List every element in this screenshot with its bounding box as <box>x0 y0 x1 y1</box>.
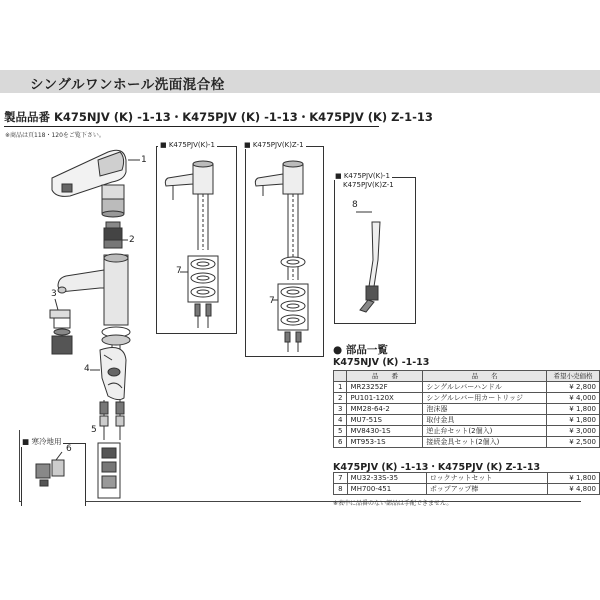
part-price-cell: ¥ 3,000 <box>546 426 599 437</box>
popup-rod-part <box>356 212 380 312</box>
mounting-bracket-part <box>100 348 126 400</box>
table-row <box>334 393 600 404</box>
part-code-cell: MU32-33S-35 <box>347 473 426 484</box>
table-row <box>334 473 600 484</box>
callout-8: 8 <box>352 200 358 210</box>
aerator-part <box>50 310 72 354</box>
col-header-code: 品 番 <box>347 371 423 382</box>
part-name-cell: 取付金具 <box>423 415 547 426</box>
part-number-cell: 3 <box>334 404 347 415</box>
part-price-cell: ¥ 2,500 <box>546 437 599 448</box>
part-name-cell: ロックナットセット <box>426 473 547 484</box>
table-row <box>334 426 600 437</box>
box-a-locknut-set <box>180 256 218 328</box>
callout-3: 3 <box>51 289 57 299</box>
col-header-price: 希望小売価格 <box>546 371 599 382</box>
table-row <box>334 404 600 415</box>
part-name-cell: ポップアップ棒 <box>426 484 547 495</box>
part-name-cell: 泡沫器 <box>423 404 547 415</box>
part-code-cell: MR23252F <box>347 382 423 393</box>
part-number-cell: 2 <box>334 393 347 404</box>
product-note: ※商品は頁118・120をご覧下さい。 <box>5 132 105 139</box>
part-price-cell: ¥ 4,000 <box>546 393 599 404</box>
callout-7b: 7 <box>269 296 275 306</box>
part-number-cell: 1 <box>334 382 347 393</box>
callout-1: 1 <box>141 155 147 165</box>
table-row <box>334 437 600 448</box>
part-price-cell: ¥ 1,800 <box>546 404 599 415</box>
part-code-cell: PU101-120X <box>347 393 423 404</box>
product-title: 製品品番 K475NJV (K) -1-13・K475PJV (K) -1-13・K475PJV (K) Z-1-13 <box>4 110 433 124</box>
box-b-label: ■ K475PJV(K)Z-1 <box>244 141 304 149</box>
part-code-cell: MV8430-1S <box>347 426 423 437</box>
part-number-cell: 7 <box>334 473 348 484</box>
check-valve-part <box>98 443 120 498</box>
box-a-faucet-body <box>165 161 213 250</box>
parts-footnote: ※表中に品番のない部品は手配できません。 <box>333 500 453 507</box>
part-price-cell: ¥ 1,800 <box>546 415 599 426</box>
page-title: シングルワンホール洗面混合栓 <box>30 77 225 93</box>
parts-group1-title: K475NJV (K) -1-13 <box>333 357 430 368</box>
parts-group2-title: K475PJV (K) -1-13・K475PJV (K) Z-1-13 <box>333 462 541 473</box>
parts-table-1 <box>333 370 600 448</box>
box-b-faucet-body <box>255 161 305 280</box>
callout-5: 5 <box>91 425 97 435</box>
box-c-label-1: ■ K475PJV(K)-1 <box>335 172 390 180</box>
part-price-cell: ¥ 4,800 <box>547 484 599 495</box>
table-row <box>334 382 600 393</box>
part-number-cell: 8 <box>334 484 348 495</box>
part-code-cell: MH700-451 <box>347 484 426 495</box>
part-code-cell: MU7-51S <box>347 415 423 426</box>
parts-table-2 <box>333 472 600 495</box>
table-row <box>334 415 600 426</box>
part-code-cell: MT953-1S <box>347 437 423 448</box>
part-name-cell: 接続金具セット(2個入) <box>423 437 547 448</box>
cartridge-part <box>104 222 122 248</box>
callout-4: 4 <box>84 364 90 374</box>
box-a-label: ■ K475PJV(K)-1 <box>160 141 215 149</box>
part-number-cell: 4 <box>334 415 347 426</box>
callout-6: 6 <box>66 444 72 454</box>
box-b-locknut-set <box>272 284 308 352</box>
part-name-cell: 逆止弁セット(2個入) <box>423 426 547 437</box>
lever-handle-part <box>52 150 126 217</box>
callout-7a: 7 <box>176 266 182 276</box>
part-name-cell: シングルレバーハンドル <box>423 382 547 393</box>
part-number-cell: 5 <box>334 426 347 437</box>
parts-section-title: ● 部品一覧 <box>333 344 388 356</box>
callout-2: 2 <box>129 235 135 245</box>
part-number-cell: 6 <box>334 437 347 448</box>
cold-region-label: ■ 寒冷地用 <box>22 437 62 446</box>
cold-region-fitting-part <box>36 452 64 486</box>
part-name-cell: シングルレバー用カートリッジ <box>423 393 547 404</box>
col-header-name: 品 名 <box>423 371 547 382</box>
box-c-label-2: K475PJV(K)Z-1 <box>343 181 394 189</box>
part-code-cell: MM28-64-2 <box>347 404 423 415</box>
part-price-cell: ¥ 2,800 <box>546 382 599 393</box>
part-price-cell: ¥ 1,800 <box>547 473 599 484</box>
table-row <box>334 484 600 495</box>
